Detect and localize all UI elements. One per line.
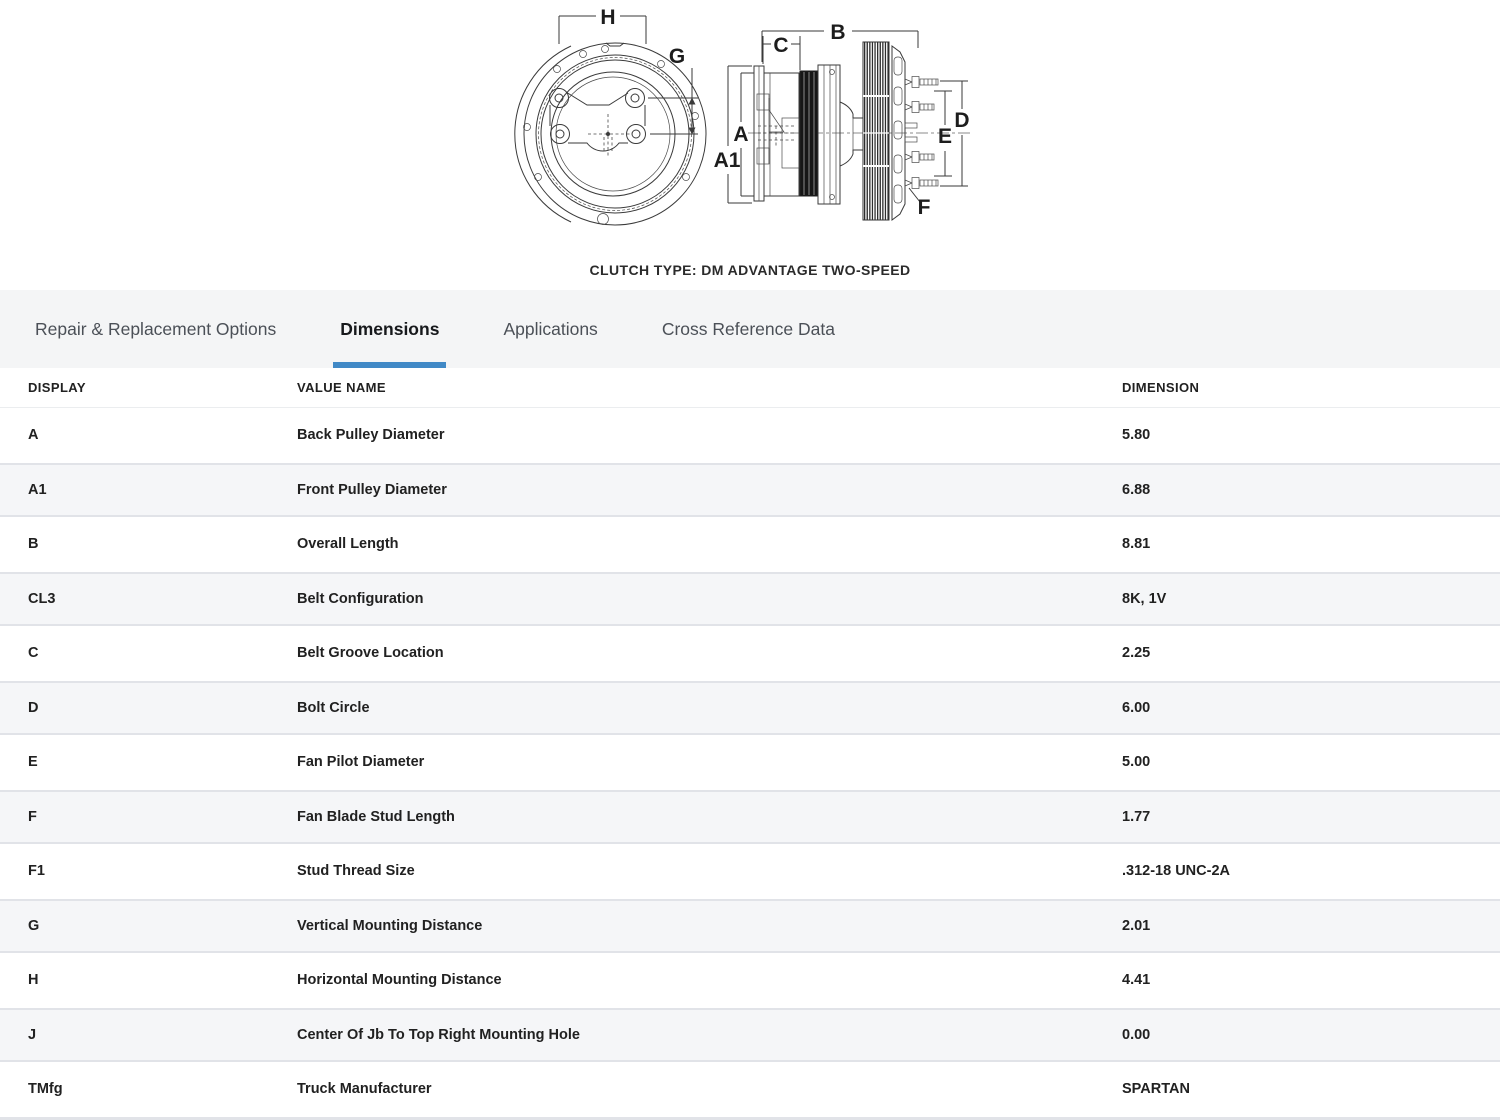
col-header-display: DISPLAY <box>28 380 86 395</box>
cell-display: TMfg <box>28 1081 63 1098</box>
cell-display: F <box>28 808 37 825</box>
cell-display: E <box>28 754 38 771</box>
cell-display: C <box>28 645 39 662</box>
table-row <box>0 1062 1500 1117</box>
table-row <box>0 626 1500 681</box>
tab-applications[interactable] <box>503 290 597 368</box>
cell-value-name: Belt Groove Location <box>297 645 444 662</box>
cell-display: CL3 <box>28 590 56 607</box>
dimensions-table-body <box>0 408 1500 1117</box>
cell-display: H <box>28 972 39 989</box>
cell-dimension: 2.25 <box>1122 645 1151 662</box>
cell-display: B <box>28 536 39 553</box>
cell-display: J <box>28 1026 37 1043</box>
product-diagram-section <box>0 0 1500 290</box>
cell-dimension: 6.88 <box>1122 481 1151 498</box>
cell-display: A <box>28 427 39 444</box>
cell-dimension: 5.80 <box>1122 427 1151 444</box>
table-row <box>0 735 1500 790</box>
cell-display: D <box>28 699 39 716</box>
cell-value-name: Stud Thread Size <box>297 863 415 880</box>
tab-dimensions[interactable] <box>340 290 439 368</box>
cell-dimension: 8.81 <box>1122 536 1151 553</box>
tab-label: Repair & Replacement Options <box>35 318 277 339</box>
dim-label-h: H <box>600 6 616 29</box>
cell-value-name: Fan Pilot Diameter <box>297 754 425 771</box>
table-row <box>0 463 1500 518</box>
table-row <box>0 572 1500 627</box>
cell-value-name: Front Pulley Diameter <box>297 481 447 498</box>
cell-value-name: Back Pulley Diameter <box>297 427 445 444</box>
table-row <box>0 408 1500 463</box>
tab-label: Applications <box>503 318 598 339</box>
tab-label: Cross Reference Data <box>661 318 835 339</box>
table-row <box>0 844 1500 899</box>
cell-value-name: Horizontal Mounting Distance <box>297 972 502 989</box>
cell-value-name: Bolt Circle <box>297 699 370 716</box>
table-row <box>0 517 1500 572</box>
cell-value-name: Overall Length <box>297 536 399 553</box>
cell-dimension: 0.00 <box>1122 1026 1151 1043</box>
cell-dimension: 8K, 1V <box>1122 590 1167 607</box>
clutch-type-caption: CLUTCH TYPE: DM ADVANTAGE TWO-SPEED <box>589 262 911 278</box>
cell-value-name: Truck Manufacturer <box>297 1081 432 1098</box>
cell-dimension: .312-18 UNC-2A <box>1122 863 1230 880</box>
fan-clutch-diagram <box>500 6 980 246</box>
cell-dimension: 4.41 <box>1122 972 1151 989</box>
table-row <box>0 681 1500 736</box>
dim-label-c: C <box>773 34 789 57</box>
col-header-dimension: DIMENSION <box>1122 380 1200 395</box>
table-row <box>0 899 1500 954</box>
cell-display: G <box>28 917 40 934</box>
tab-bar <box>0 290 1500 368</box>
cell-dimension: 2.01 <box>1122 917 1151 934</box>
table-row <box>0 1008 1500 1063</box>
front-view-dimensions <box>559 6 698 135</box>
table-header <box>0 368 1500 408</box>
tab-repair-replacement-options[interactable] <box>35 290 276 368</box>
dim-label-g: G <box>668 45 686 68</box>
cell-value-name: Fan Blade Stud Length <box>297 808 455 825</box>
dim-label-f: F <box>917 196 931 219</box>
cell-value-name: Belt Configuration <box>297 590 424 607</box>
col-header-value-name: VALUE NAME <box>297 380 386 395</box>
cell-dimension: 1.77 <box>1122 808 1151 825</box>
table-row <box>0 953 1500 1008</box>
cell-display: F1 <box>28 863 45 880</box>
side-view-drawing <box>748 42 970 220</box>
fan-studs <box>905 77 938 189</box>
cell-dimension: 6.00 <box>1122 699 1151 716</box>
dim-label-a: A <box>733 123 749 146</box>
cell-dimension: 5.00 <box>1122 754 1151 771</box>
dim-label-a1: A1 <box>713 149 741 172</box>
dimensions-table <box>0 368 1500 1117</box>
tab-label: Dimensions <box>340 318 440 339</box>
dim-label-b: B <box>830 21 846 44</box>
cell-display: A1 <box>28 481 47 498</box>
side-view-dimensions <box>714 21 970 219</box>
tab-cross-reference-data[interactable] <box>662 290 835 368</box>
next-row-edge <box>0 1117 1500 1120</box>
cell-value-name: Vertical Mounting Distance <box>297 917 483 934</box>
dim-label-e: E <box>937 125 953 148</box>
cell-value-name: Center Of Jb To Top Right Mounting Hole <box>297 1026 580 1043</box>
cell-dimension: SPARTAN <box>1122 1081 1190 1098</box>
dim-label-d: D <box>954 109 970 132</box>
table-row <box>0 790 1500 845</box>
